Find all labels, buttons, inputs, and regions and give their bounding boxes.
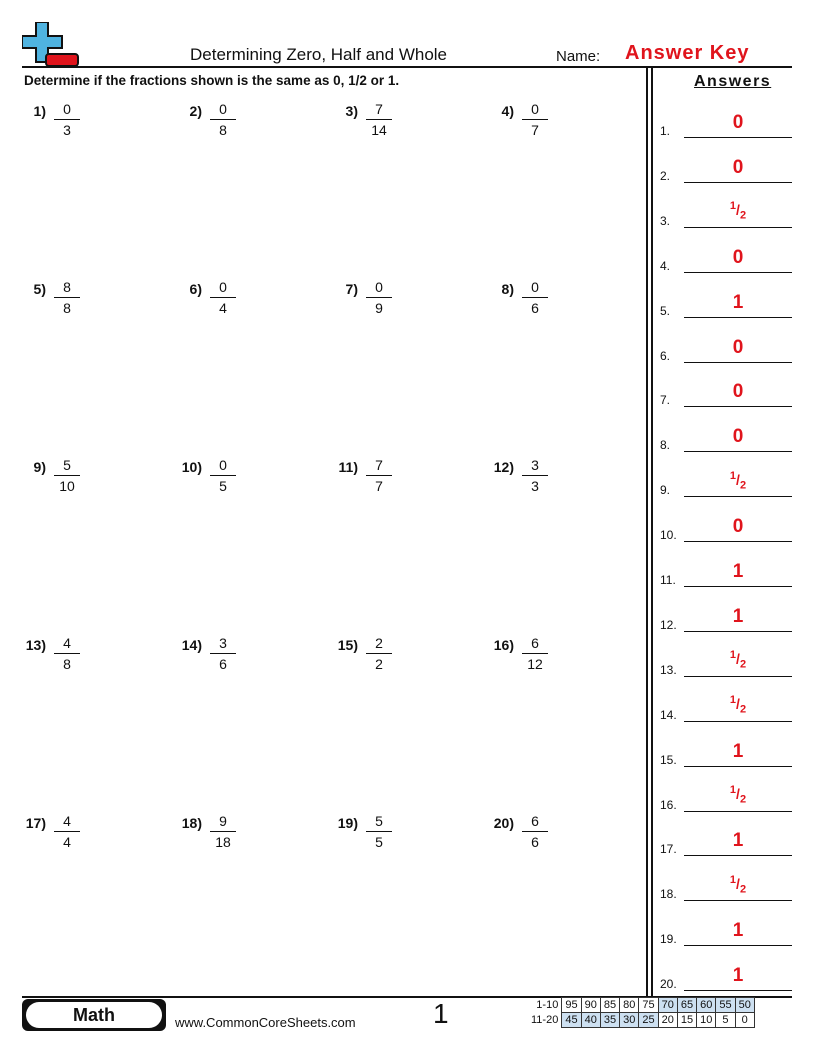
name-label: Name:	[556, 48, 601, 65]
fraction-denominator: 4	[63, 834, 71, 850]
answer-value: 0	[732, 246, 744, 268]
score-table	[528, 997, 755, 1028]
answer-row	[660, 459, 792, 499]
fraction-denominator: 6	[531, 834, 539, 850]
fraction	[210, 813, 236, 851]
fraction-denominator: 8	[63, 656, 71, 672]
problem-number: 10)	[181, 459, 202, 475]
fraction-bar	[522, 831, 548, 832]
answer-line	[684, 272, 792, 273]
answer-line	[684, 451, 792, 452]
answer-value: 1	[732, 920, 744, 942]
problem-number: 8)	[501, 281, 514, 297]
fraction-denominator: 14	[371, 122, 387, 138]
answer-value: 1	[732, 291, 744, 313]
fraction-denominator: 6	[531, 300, 539, 316]
answer-value: 0	[732, 112, 744, 133]
fraction	[210, 457, 236, 495]
fraction	[54, 101, 80, 139]
header-divider	[22, 66, 792, 68]
score-cell: 70	[658, 998, 677, 1013]
problem-item	[178, 813, 298, 863]
website-url: www.CommonCoreSheets.com	[175, 1015, 356, 1030]
fraction	[522, 813, 548, 851]
problem-item	[22, 101, 142, 151]
answer-line	[684, 990, 792, 991]
answer-value: $^1/_2$	[729, 649, 747, 671]
score-row-label: 1-10	[536, 999, 559, 1011]
problem-number: 14)	[181, 637, 202, 653]
fraction-denominator: 2	[375, 656, 383, 672]
fraction-bar	[522, 119, 548, 120]
score-cell: 55	[716, 998, 735, 1013]
fraction-numerator: 0	[63, 101, 71, 117]
problem-number: 19)	[337, 815, 358, 831]
answer-row	[660, 594, 792, 634]
problem-item	[178, 101, 298, 151]
answer-number: 1.	[660, 124, 671, 138]
fraction-denominator: 7	[375, 478, 383, 494]
fraction	[54, 813, 80, 851]
problem-item	[334, 279, 454, 329]
answer-row	[660, 729, 792, 769]
fraction-bar	[54, 297, 80, 298]
score-cell: 20	[658, 1013, 677, 1028]
answer-number: 10.	[660, 528, 677, 543]
problem-number: 17)	[25, 815, 46, 831]
score-cell: 65	[677, 998, 696, 1013]
problem-item	[490, 279, 610, 329]
answer-row	[660, 190, 792, 230]
fraction-bar	[210, 475, 236, 476]
fraction-denominator: 12	[527, 656, 543, 672]
answer-value: 0	[732, 156, 744, 178]
fraction	[366, 101, 392, 139]
score-cell: 80	[620, 998, 639, 1013]
answer-line	[684, 227, 792, 228]
answer-number: 12.	[660, 617, 677, 632]
fraction	[366, 635, 392, 673]
problem-number: 12)	[493, 459, 514, 475]
fraction-denominator: 18	[215, 834, 231, 850]
answer-line	[684, 766, 792, 767]
fraction	[210, 279, 236, 317]
fraction-numerator: 5	[375, 813, 383, 829]
answer-number: 18.	[660, 887, 677, 902]
answer-number: 16.	[660, 797, 677, 812]
fraction-bar	[54, 831, 80, 832]
fraction-bar	[210, 653, 236, 654]
answer-number: 8.	[660, 438, 671, 453]
answer-row	[660, 369, 792, 409]
problem-number: 1)	[33, 103, 46, 119]
answer-line	[684, 137, 792, 138]
answer-value: $^1/_2$	[729, 784, 747, 806]
answer-value: $^1/_2$	[729, 694, 747, 716]
answer-number: 17.	[660, 842, 677, 857]
answer-line	[684, 362, 792, 363]
score-cell: 95	[562, 998, 581, 1013]
fraction-bar	[54, 653, 80, 654]
answer-line	[684, 182, 792, 183]
answer-key-label: Answer Key	[625, 42, 750, 64]
fraction-bar	[366, 653, 392, 654]
problem-item	[490, 635, 610, 685]
fraction	[54, 635, 80, 673]
page-number: 1	[433, 998, 449, 1029]
fraction-numerator: 6	[531, 635, 539, 651]
answer-value: 1	[732, 965, 744, 987]
problem-item	[490, 101, 610, 151]
answer-line	[684, 496, 792, 497]
answer-row	[660, 100, 792, 140]
problem-number: 5)	[33, 281, 46, 297]
problem-number: 18)	[181, 815, 202, 831]
fraction-bar	[522, 653, 548, 654]
problem-number: 13)	[25, 637, 46, 653]
answer-row	[660, 549, 792, 589]
problem-item	[334, 457, 454, 507]
answer-line	[684, 676, 792, 677]
fraction-denominator: 4	[219, 300, 227, 316]
problem-item	[334, 101, 454, 151]
problem-number: 11)	[338, 459, 358, 475]
answer-row	[660, 818, 792, 858]
fraction-bar	[366, 475, 392, 476]
answer-row	[660, 414, 792, 454]
fraction	[522, 101, 548, 139]
fraction-numerator: 4	[63, 635, 71, 651]
answer-line	[684, 541, 792, 542]
answer-row	[660, 325, 792, 365]
answer-row	[660, 235, 792, 275]
score-row	[528, 998, 754, 1013]
fraction-numerator: 0	[375, 279, 383, 295]
answer-value: 1	[732, 830, 744, 852]
answer-number: 19.	[660, 932, 677, 947]
answer-number: 7.	[660, 393, 671, 408]
instructions: Determine if the fractions shown is the same as 0, 1/2 or 1.	[24, 73, 400, 88]
fraction	[210, 101, 236, 139]
score-cell: 10	[697, 1013, 716, 1028]
answer-line	[684, 721, 792, 722]
fraction-numerator: 3	[219, 635, 227, 651]
score-cell: 0	[735, 1013, 754, 1028]
fraction-denominator: 5	[375, 834, 383, 850]
problem-item	[490, 457, 610, 507]
answer-number: 6.	[660, 348, 671, 363]
answer-value: 1	[732, 605, 744, 627]
fraction-denominator: 8	[63, 300, 71, 316]
fraction-denominator: 8	[219, 122, 227, 138]
fraction-bar	[54, 119, 80, 120]
fraction-bar	[366, 119, 392, 120]
answer-value: $^1/_2$	[729, 200, 747, 222]
answer-number: 20.	[660, 977, 677, 992]
score-cell: 5	[716, 1013, 735, 1028]
fraction	[522, 279, 548, 317]
fraction-numerator: 8	[63, 279, 71, 295]
answer-number: 14.	[660, 707, 677, 722]
fraction-denominator: 5	[219, 478, 227, 494]
answer-row	[660, 280, 792, 320]
problem-item	[178, 635, 298, 685]
fraction	[522, 457, 548, 495]
fraction-numerator: 0	[219, 279, 227, 295]
answer-number: 2.	[660, 168, 671, 183]
fraction-numerator: 0	[219, 101, 227, 117]
fraction-bar	[54, 475, 80, 476]
answers-heading: Answers	[694, 73, 772, 90]
score-cell: 90	[581, 998, 600, 1013]
score-row-label: 11-20	[531, 1014, 559, 1026]
problem-number: 3)	[345, 103, 358, 119]
fraction-numerator: 6	[531, 813, 539, 829]
fraction-numerator: 4	[63, 813, 71, 829]
fraction-bar	[210, 831, 236, 832]
score-cell: 40	[581, 1013, 600, 1028]
fraction-denominator: 9	[375, 300, 383, 316]
fraction	[366, 457, 392, 495]
answer-value: $^1/_2$	[729, 873, 747, 896]
fraction-bar	[210, 297, 236, 298]
problem-item	[22, 279, 142, 329]
answer-value: 1	[732, 740, 744, 762]
score-cell: 85	[600, 998, 619, 1013]
answer-number: 15.	[660, 752, 677, 767]
answer-value: 0	[732, 336, 744, 358]
fraction-numerator: 7	[375, 101, 383, 117]
score-cell: 45	[562, 1013, 581, 1028]
answer-line	[684, 855, 792, 856]
answer-number: 3.	[660, 213, 671, 228]
answer-row	[660, 639, 792, 679]
answer-row	[660, 863, 792, 903]
answer-line	[684, 406, 792, 407]
fraction	[54, 457, 80, 495]
problem-number: 16)	[493, 637, 514, 653]
subject-badge	[22, 999, 166, 1031]
problem-number: 6)	[189, 281, 202, 297]
fraction-bar	[366, 297, 392, 298]
score-cell: 35	[600, 1013, 619, 1028]
fraction	[210, 635, 236, 673]
problem-item	[490, 813, 610, 863]
answer-number: 11.	[660, 573, 676, 587]
problem-number: 20)	[493, 815, 514, 831]
problem-item	[334, 813, 454, 863]
answer-row	[660, 145, 792, 185]
fraction-numerator: 5	[63, 457, 71, 473]
problem-item	[334, 635, 454, 685]
fraction	[366, 279, 392, 317]
problem-item	[22, 635, 142, 685]
answer-value: 0	[732, 426, 744, 448]
fraction-numerator: 9	[219, 813, 227, 829]
fraction-denominator: 7	[531, 122, 539, 138]
fraction-denominator: 6	[219, 656, 227, 672]
score-row	[528, 1013, 754, 1028]
answer-line	[684, 811, 792, 812]
answer-value: 1	[732, 561, 744, 582]
answer-line	[684, 317, 792, 318]
worksheet-title: Determining Zero, Half and Whole	[190, 45, 448, 64]
problem-item	[178, 279, 298, 329]
answer-row	[660, 684, 792, 724]
fraction	[54, 279, 80, 317]
problem-number: 2)	[189, 103, 202, 119]
fraction-bar	[522, 297, 548, 298]
problem-number: 7)	[345, 281, 358, 297]
fraction-numerator: 0	[531, 101, 539, 117]
answer-row	[660, 504, 792, 544]
answer-line	[684, 586, 792, 587]
fraction	[522, 635, 548, 673]
fraction-denominator: 10	[59, 478, 75, 494]
problem-item	[22, 457, 142, 507]
fraction-bar	[522, 475, 548, 476]
answer-line	[684, 900, 792, 901]
score-cell: 25	[639, 1013, 658, 1028]
score-cell: 15	[677, 1013, 696, 1028]
score-cell: 75	[639, 998, 658, 1013]
answer-number: 9.	[660, 483, 671, 498]
answer-number: 4.	[660, 258, 671, 273]
problem-number: 4)	[501, 103, 514, 119]
fraction-numerator: 3	[531, 457, 539, 473]
problem-number: 15)	[337, 637, 358, 653]
fraction-denominator: 3	[63, 122, 71, 138]
problem-item	[178, 457, 298, 507]
fraction	[366, 813, 392, 851]
fraction-bar	[210, 119, 236, 120]
fraction-bar	[366, 831, 392, 832]
plus-minus-logo-icon	[22, 22, 80, 70]
problem-number: 9)	[33, 459, 46, 475]
score-cell: 30	[620, 1013, 639, 1028]
answer-value: 0	[732, 381, 744, 403]
problem-item	[22, 813, 142, 863]
column-divider	[646, 68, 648, 996]
answer-row	[660, 953, 792, 993]
answer-number: 5.	[660, 303, 671, 318]
answer-value: 0	[732, 516, 744, 538]
fraction-numerator: 7	[375, 457, 383, 473]
fraction-numerator: 0	[219, 457, 227, 473]
column-divider	[651, 68, 653, 996]
fraction-denominator: 3	[531, 478, 539, 494]
fraction-numerator: 0	[531, 279, 539, 295]
subject-badge-label: Math	[26, 1002, 162, 1028]
fraction-numerator: 2	[375, 635, 383, 651]
answer-row	[660, 774, 792, 814]
score-cell: 60	[697, 998, 716, 1013]
answer-value: $^1/_2$	[729, 469, 747, 492]
answer-row	[660, 908, 792, 948]
score-cell: 50	[735, 998, 754, 1013]
answer-line	[684, 631, 792, 632]
answer-line	[684, 945, 792, 946]
answer-number: 13.	[660, 662, 677, 677]
